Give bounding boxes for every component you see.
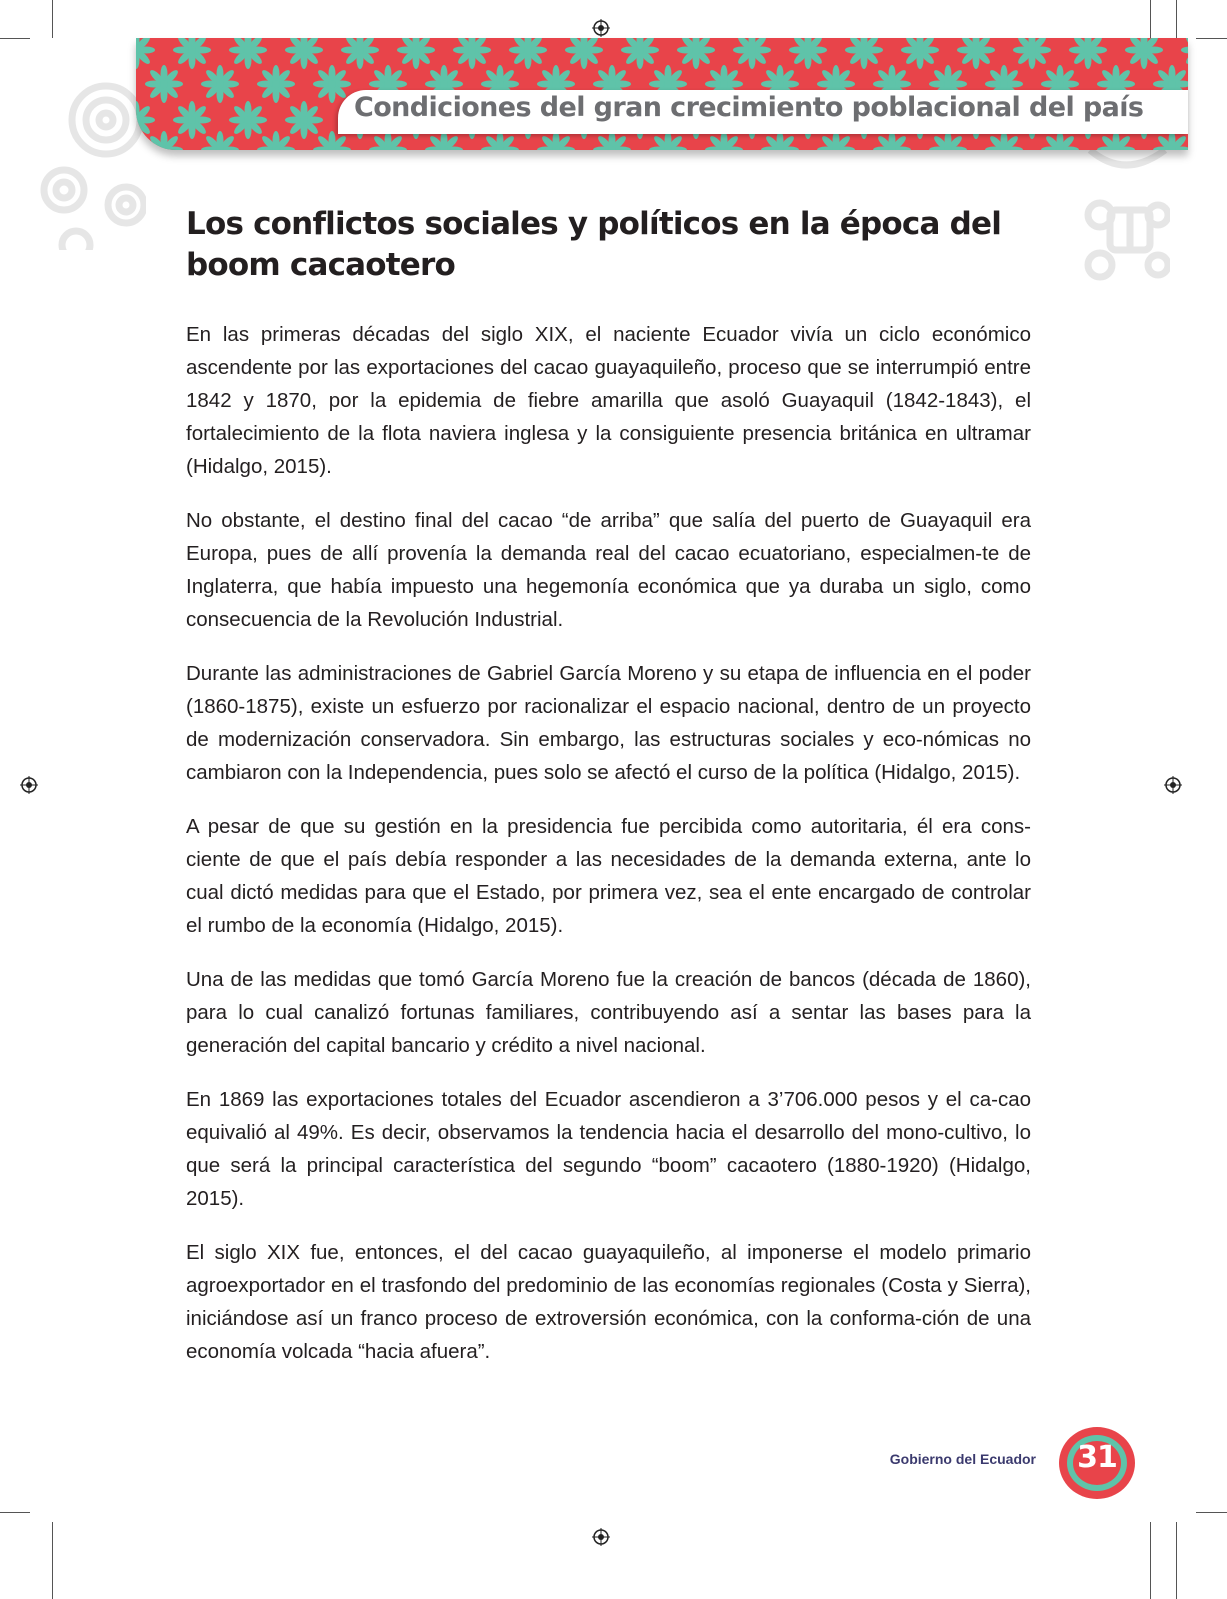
paragraph: Durante las administraciones de Gabriel García Moreno y su etapa de influencia en el poder (1860-1875), existe un esfuerzo por racionalizar el espacio nacional, dentro de un proyecto de modernización conservadora. Sin embargo, las estructuras sociales y eco-nómicas no cambiaron con la Independencia, pues solo se afectó el curso de la política (Hidalgo, 2015).: [186, 662, 1031, 784]
spiral-ornament-icon: [1080, 140, 1170, 290]
paragraph: En las primeras décadas del siglo XIX, el naciente Ecuador vivía un ciclo económico ascendente por las exportaciones del cacao guayaquileño, proceso que se interrumpió entre 1842 y 1870, por la epidemia de fiebre amarilla que asoló Guayaquil (1842-1843), el fortalecimiento de la flota naviera inglesa y la consiguiente presencia británica en ultramar (Hidalgo, 2015).: [186, 323, 1031, 478]
page-number: 31: [1077, 1440, 1117, 1475]
paragraph: En 1869 las exportaciones totales del Ecuador ascendieron a 3’706.000 pesos y el ca-cao equivalió al 49%. Es decir, observamos la tendencia hacia el desarrollo del mono-cultivo, lo que será la principal característica del segundo “boom” cacaotero (1880-1920) (Hidalgo, 2015).: [186, 1088, 1031, 1210]
paragraph: Una de las medidas que tomó García Moreno fue la creación de bancos (década de 1860), para lo cual canalizó fortunas familiares, contribuyendo así a sentar las bases para la generación del capital bancario y crédito a nivel nacional.: [186, 968, 1031, 1057]
crop-mark: [1150, 1522, 1151, 1599]
paragraph: No obstante, el destino final del cacao “de arriba” que salía del puerto de Guayaquil era Europa, pues de allí provenía la demanda real del cacao ecuatoriano, especialmen-te de Inglaterra, que había impuesto una hegemonía económica que ya duraba un siglo, como consecuencia de la Revolución Industrial.: [186, 509, 1031, 631]
crop-mark: [52, 1522, 53, 1599]
article-body: [186, 318, 1031, 1389]
paragraph: El siglo XIX fue, entonces, el del cacao guayaquileño, al imponerse el modelo primario agroexportador en el trasfondo del predominio de las economías regionales (Costa y Sierra), iniciándose así un franco proceso de extroversión económica, con la conforma-ción de una economía volcada “hacia afuera”.: [186, 1241, 1031, 1363]
registration-mark-icon: [592, 1528, 610, 1546]
registration-mark-icon: [592, 19, 610, 37]
crop-mark: [0, 38, 30, 39]
crop-mark: [0, 1512, 30, 1513]
article-title: Los conflictos sociales y políticos en la época del boom cacaotero: [186, 206, 1002, 283]
crop-mark: [1176, 0, 1177, 38]
crop-mark: [1196, 1512, 1227, 1513]
crop-mark: [1176, 1522, 1177, 1599]
crop-mark: [52, 0, 53, 38]
registration-mark-icon: [1164, 776, 1182, 794]
paragraph: A pesar de que su gestión en la presidencia fue percibida como autoritaria, él era cons-ciente de que el país debía responder a las necesidades de la demanda externa, ante lo cual dictó medidas para que el Estado, por primera vez, sea el ente encargado de controlar el rumbo de la economía (Hidalgo, 2015).: [186, 815, 1031, 937]
crop-mark: [1196, 38, 1227, 39]
registration-mark-icon: [20, 776, 38, 794]
section-title: Condiciones del gran crecimiento poblacional del país: [354, 92, 1144, 123]
publisher-label: Gobierno del Ecuador: [889, 1451, 1036, 1467]
crop-mark: [1150, 0, 1151, 38]
spiral-ornament-icon: [36, 40, 146, 250]
